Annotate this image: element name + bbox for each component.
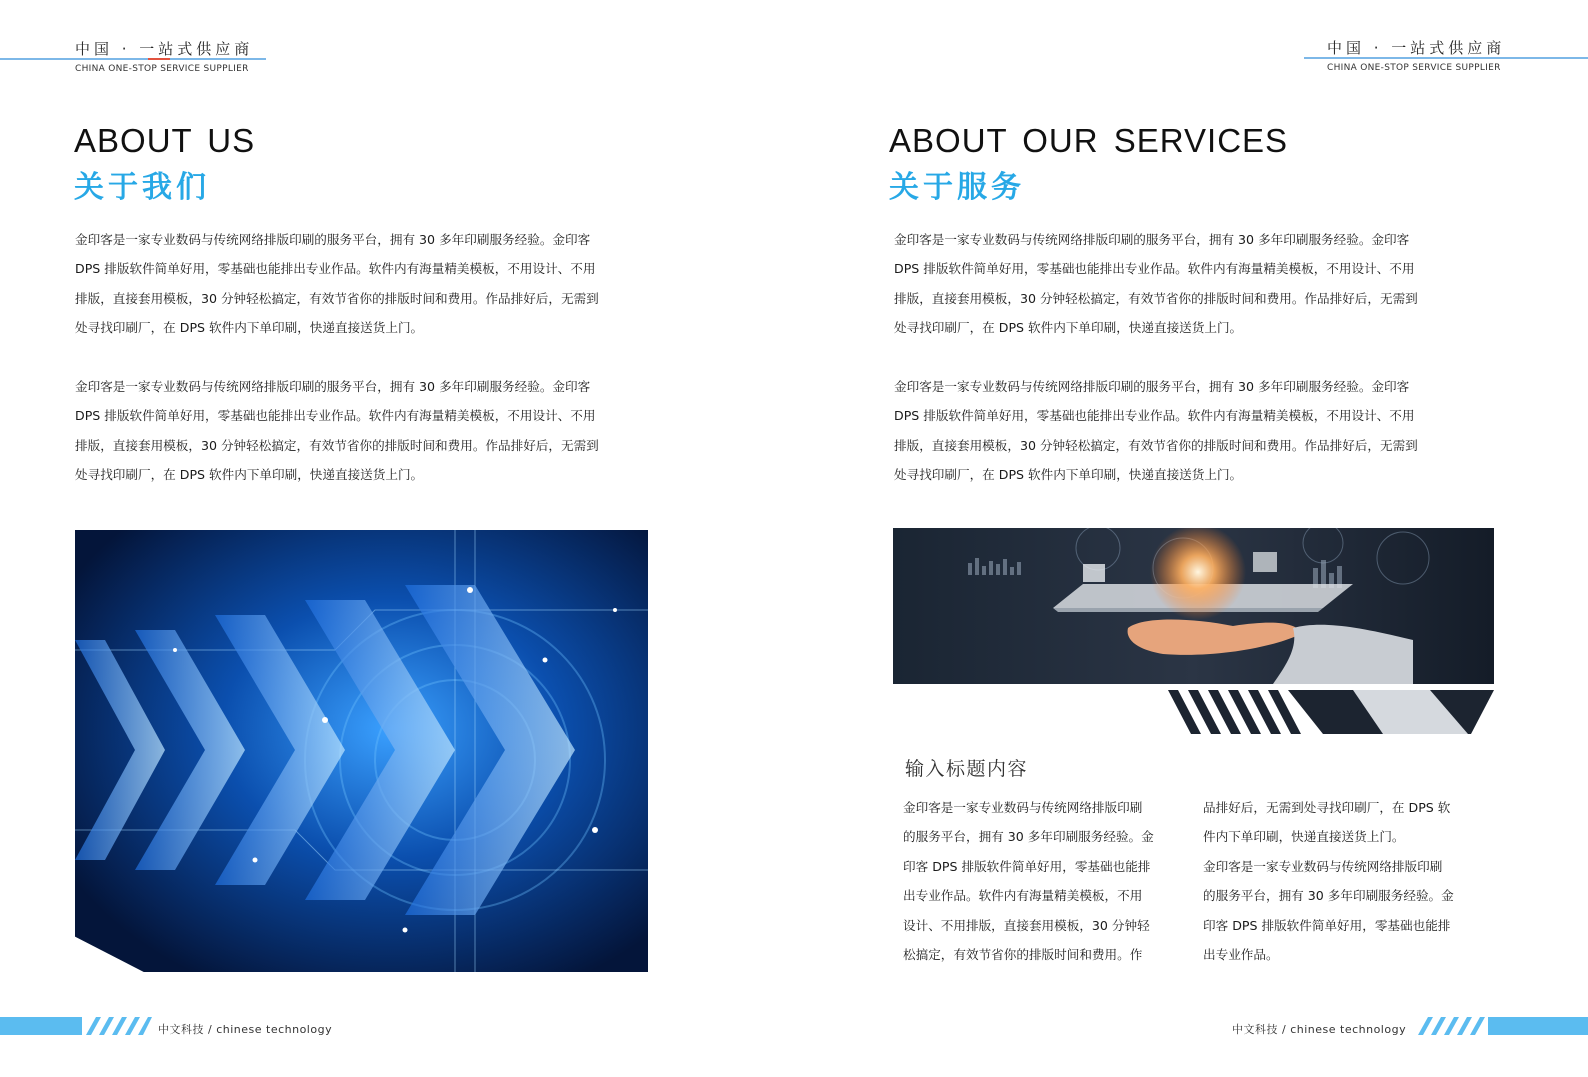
text-line: 出专业作品。软件内有海量精美模板，不用 <box>903 888 1143 904</box>
text-line: 出专业作品。 <box>1203 947 1279 963</box>
right-header-en: CHINA ONE-STOP SERVICE SUPPLIER <box>1327 63 1501 73</box>
text-line: 金印客是一家专业数码与传统网络排版印刷的服务平台，拥有 30 多年印刷服务经验。金印客 <box>75 379 591 394</box>
text-line: 处寻找印刷厂，在 DPS 软件内下单印刷，快递直接送货上门。 <box>894 320 1243 336</box>
text-line: 印客 DPS 排版软件简单好用，零基础也能排 <box>903 858 1151 874</box>
right-footer-text: 中文科技 / chinese technology <box>1232 1023 1407 1036</box>
tech-chevron-image <box>75 530 648 972</box>
text-line: 处寻找印刷厂，在 DPS 软件内下单印刷，快递直接送货上门。 <box>894 467 1243 483</box>
text-line: 处寻找印刷厂，在 DPS 软件内下单印刷，快递直接送货上门。 <box>75 320 424 336</box>
hand-tablet-image <box>893 528 1494 684</box>
text-line: 排版，直接套用模板，30 分钟轻松搞定，有效节省你的排版时间和费用。作品排好后，无需到 <box>894 290 1418 306</box>
text-line: DPS 排版软件简单好用，零基础也能排出专业作品。软件内有海量精美模板，不用设计、不用 <box>75 261 596 277</box>
stripe-decoration <box>1168 690 1494 734</box>
section-subtitle: 输入标题内容 <box>905 758 1029 780</box>
text-line: 件内下单印刷，快递直接送货上门。 <box>1203 829 1405 845</box>
text-line: DPS 排版软件简单好用，零基础也能排出专业作品。软件内有海量精美模板，不用设计、不用 <box>894 408 1415 424</box>
text-line: DPS 排版软件简单好用，零基础也能排出专业作品。软件内有海量精美模板，不用设计、不用 <box>894 261 1415 277</box>
text-line: 排版，直接套用模板，30 分钟轻松搞定，有效节省你的排版时间和费用。作品排好后，无需到 <box>894 437 1418 453</box>
text-line: 排版，直接套用模板，30 分钟轻松搞定，有效节省你的排版时间和费用。作品排好后，无需到 <box>75 437 599 453</box>
left-header-en: CHINA ONE-STOP SERVICE SUPPLIER <box>75 64 249 74</box>
right-paragraph-1 <box>894 225 1418 343</box>
text-line: 处寻找印刷厂，在 DPS 软件内下单印刷，快递直接送货上门。 <box>75 467 424 483</box>
text-line: 的服务平台，拥有 30 多年印刷服务经验。金 <box>903 829 1154 845</box>
text-line: 金印客是一家专业数码与传统网络排版印刷的服务平台，拥有 30 多年印刷服务经验。金印客 <box>75 232 591 247</box>
text-line: 金印客是一家专业数码与传统网络排版印刷 <box>1203 858 1443 874</box>
right-title-cn: 关于服务 <box>889 170 1025 205</box>
left-title-en: ABOUT US <box>74 122 256 159</box>
right-footer-band <box>1418 1017 1588 1035</box>
left-paragraph-1 <box>75 225 599 343</box>
right-paragraph-2 <box>894 372 1418 490</box>
text-line: 设计、不用排版，直接套用模板，30 分钟轻 <box>903 917 1150 933</box>
right-header-cn: 中国 · 一站式供应商 <box>1327 39 1506 57</box>
text-line: 排版，直接套用模板，30 分钟轻松搞定，有效节省你的排版时间和费用。作品排好后，无需到 <box>75 290 599 306</box>
right-title-en: ABOUT OUR SERVICES <box>889 122 1289 159</box>
left-header-line-accent <box>148 58 170 60</box>
left-header-line <box>0 58 266 60</box>
text-line: 印客 DPS 排版软件简单好用，零基础也能排 <box>1203 917 1451 933</box>
text-line: 的服务平台，拥有 30 多年印刷服务经验。金 <box>1203 888 1454 904</box>
text-column-1 <box>903 793 1154 969</box>
left-footer-band <box>0 1017 152 1035</box>
text-line: 松搞定，有效节省你的排版时间和费用。作 <box>903 947 1143 963</box>
left-paragraph-2 <box>75 372 599 490</box>
text-column-2 <box>1203 793 1454 969</box>
left-footer-text: 中文科技 / chinese technology <box>158 1023 333 1036</box>
text-line: 金印客是一家专业数码与传统网络排版印刷的服务平台，拥有 30 多年印刷服务经验。金印客 <box>894 379 1410 394</box>
left-header-cn: 中国 · 一站式供应商 <box>75 40 254 58</box>
text-line: DPS 排版软件简单好用，零基础也能排出专业作品。软件内有海量精美模板，不用设计、不用 <box>75 408 596 424</box>
text-line: 金印客是一家专业数码与传统网络排版印刷的服务平台，拥有 30 多年印刷服务经验。金印客 <box>894 232 1410 247</box>
text-line: 品排好后，无需到处寻找印刷厂，在 DPS 软 <box>1203 800 1451 815</box>
left-title-cn: 关于我们 <box>74 170 210 205</box>
text-line: 金印客是一家专业数码与传统网络排版印刷 <box>903 800 1143 815</box>
right-header-line <box>1304 57 1588 59</box>
